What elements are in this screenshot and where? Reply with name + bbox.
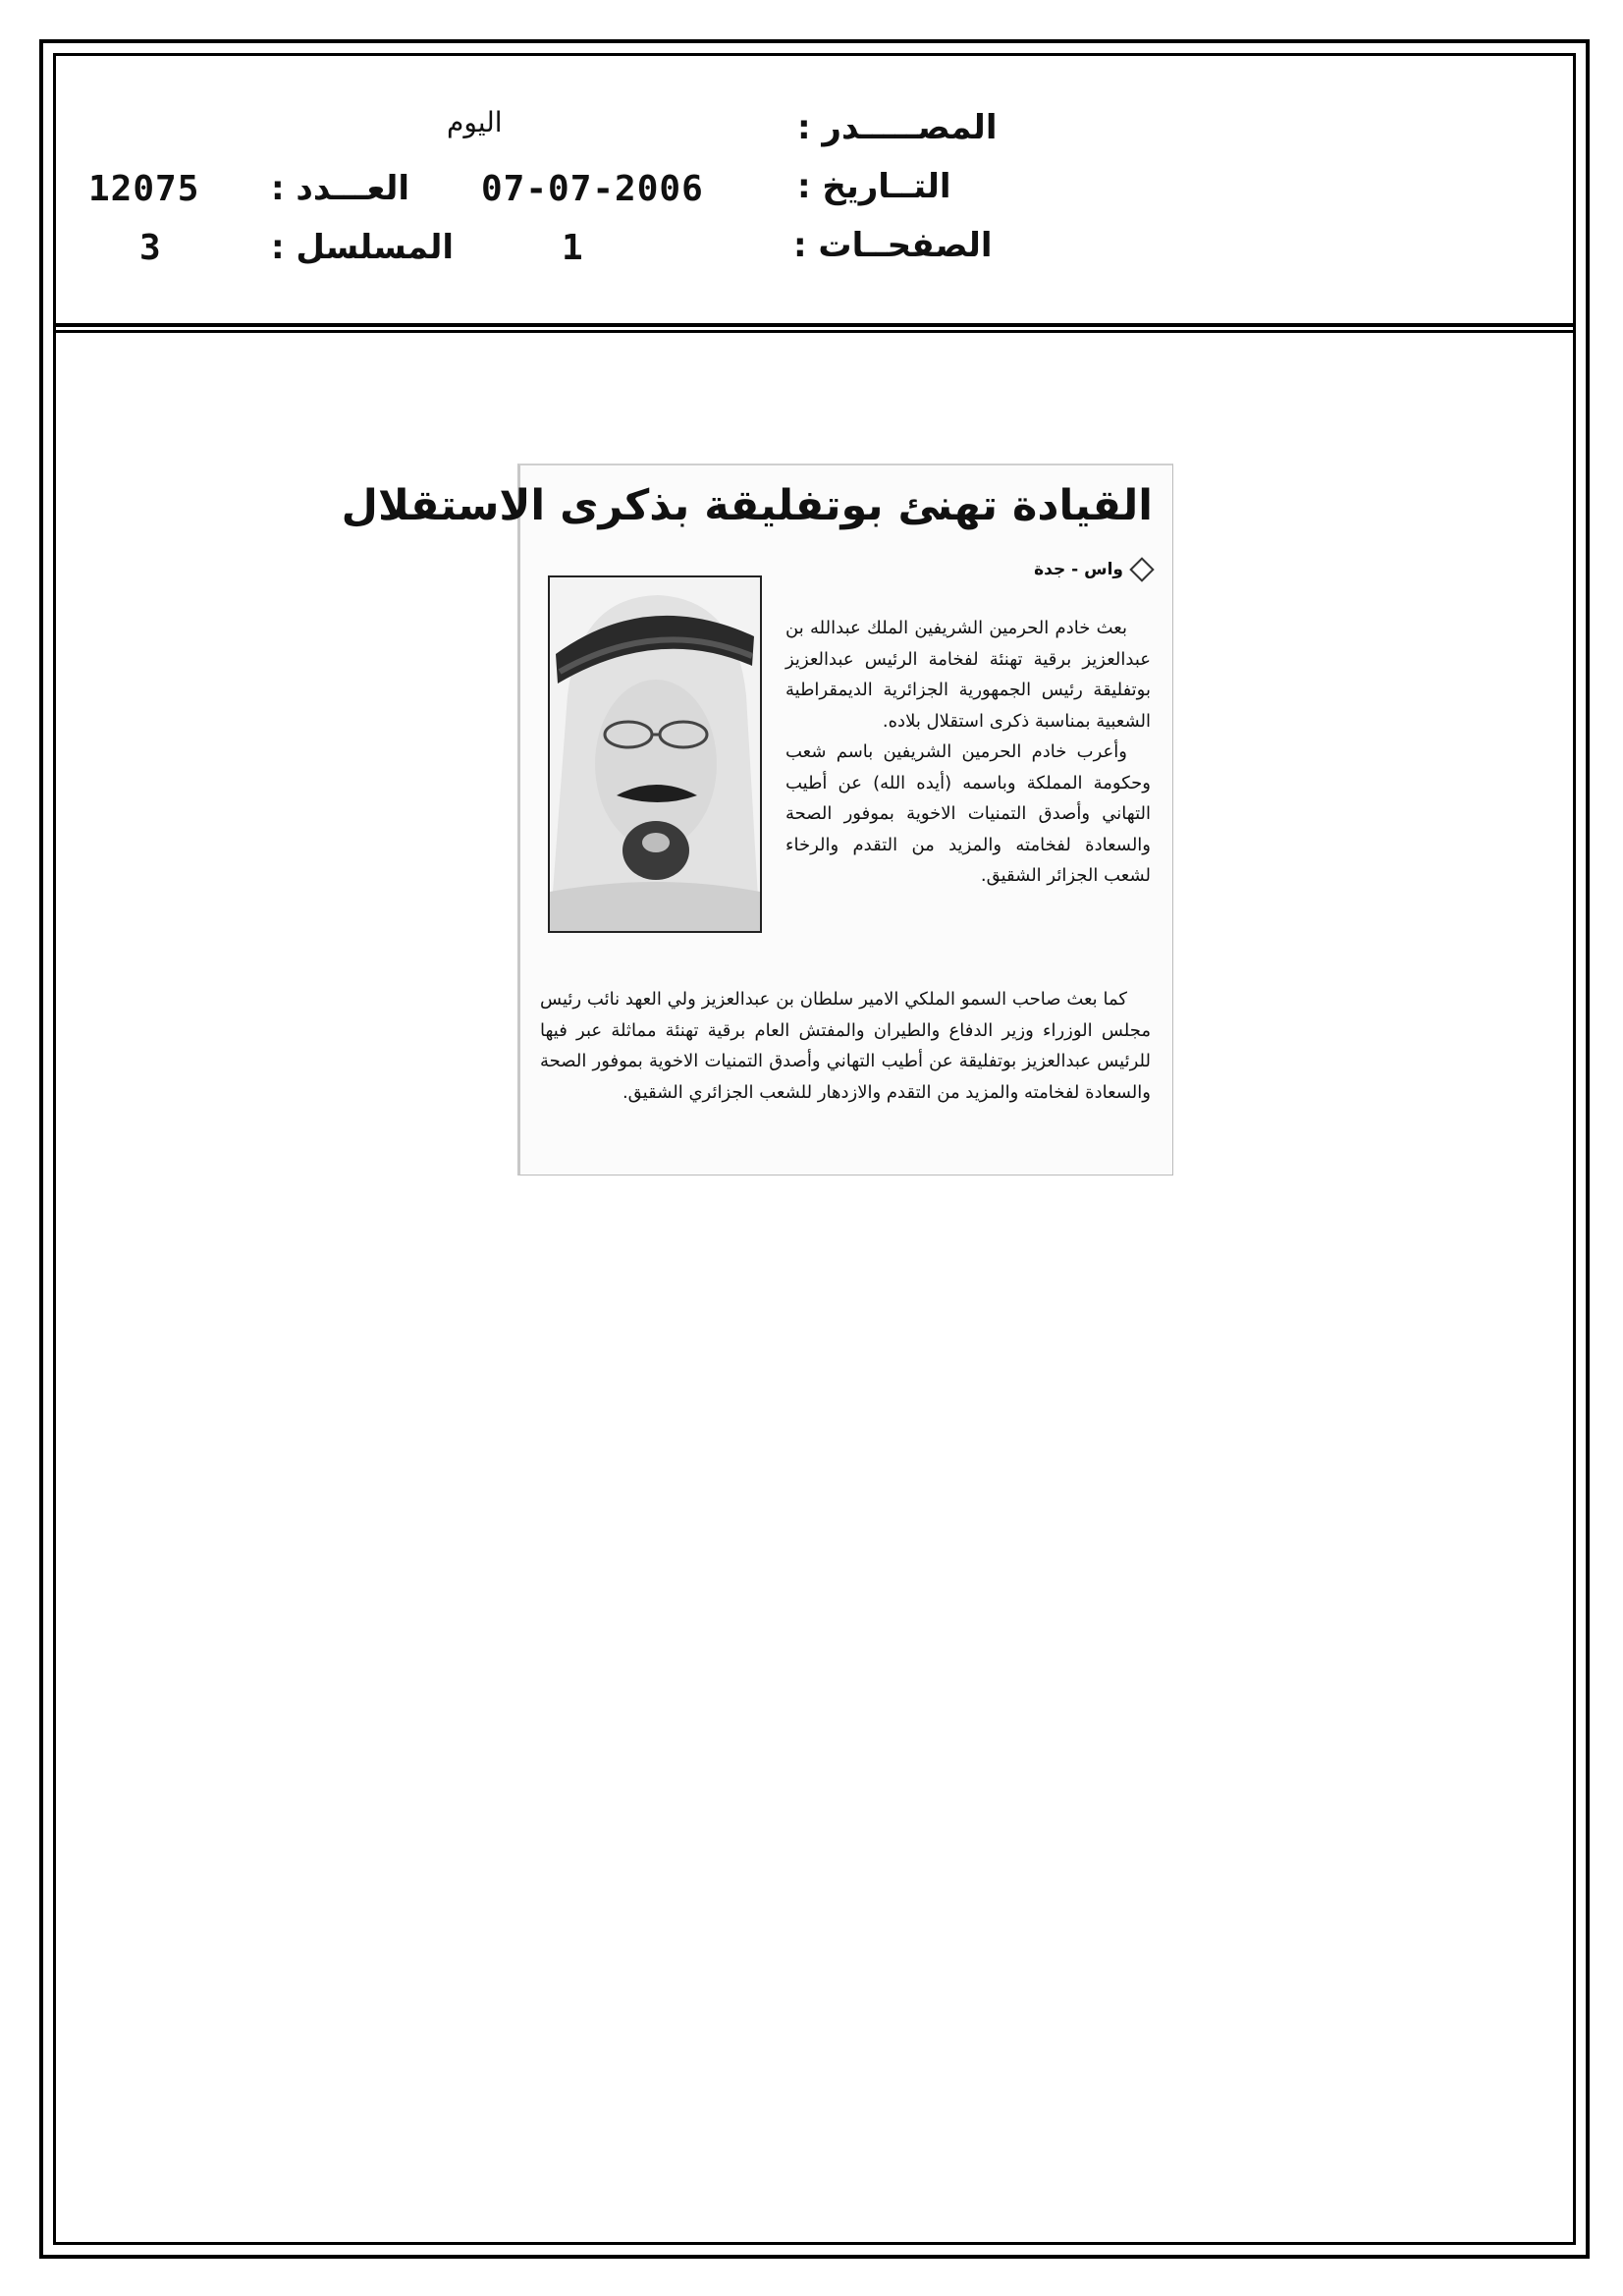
- article-column-text: [785, 613, 1151, 892]
- issue-label: العـــدد :: [271, 169, 409, 208]
- portrait-photo: [548, 575, 762, 933]
- date-label: التــاريخ :: [797, 167, 951, 206]
- article-paragraph-1: بعث خادم الحرمين الشريفين الملك عبدالله بن عبدالعزيز برقية تهنئة لفخامة الرئيس عبدالعزيز بوتفليقة رئيس الجمهورية الجزائرية الديمقراطية الشعبية بمناسبة ذكرى استقلال بلاده.: [785, 618, 1151, 732]
- source-label: المصـــــدر :: [797, 108, 998, 147]
- portrait-illustration: [550, 577, 760, 931]
- article-paragraph-2: وأعرب خادم الحرمين الشريفين باسم شعب وحكومة المملكة وباسمه (أيده الله) عن أطيب التهاني وأصدق التمنيات الاخوية بموفور الصحة والسعادة لفخامته والمزيد من التقدم والرخاء لشعب الجزائر الشقيق.: [785, 741, 1151, 886]
- byline-row: [1034, 560, 1151, 579]
- article-paragraph-3: كما بعث صاحب السمو الملكي الامير سلطان بن عبدالعزيز ولي العهد نائب رئيس مجلس الوزراء وزير الدفاع والطيران والمفتش العام برقية تهنئة مماثلة عبر فيها للرئيس عبدالعزيز بوتفليقة عن أطيب التهاني وأصدق التمنيات الاخوية بموفور الصحة والسعادة لفخامته والمزيد من التقدم والازدهار للشعب الجزائري الشقيق.: [540, 989, 1151, 1103]
- newspaper-clipping: [341, 464, 1173, 1175]
- pages-label: الصفحــات :: [793, 226, 993, 265]
- article-headline: القيادة تهنئ بوتفليقة بذكرى الاستقلال: [341, 481, 1153, 530]
- header-separator: [56, 323, 1573, 333]
- serial-value: 3: [139, 228, 162, 268]
- pages-value: 1: [562, 228, 584, 268]
- article-byline: واس - جدة: [1034, 560, 1123, 579]
- source-value: اليوم: [447, 106, 503, 138]
- article-full-width-text: [540, 984, 1151, 1108]
- date-value: 07-07-2006: [481, 169, 704, 209]
- serial-label: المسلسل :: [271, 228, 455, 267]
- issue-number: 12075: [88, 169, 200, 209]
- diamond-bullet-icon: [1129, 557, 1154, 581]
